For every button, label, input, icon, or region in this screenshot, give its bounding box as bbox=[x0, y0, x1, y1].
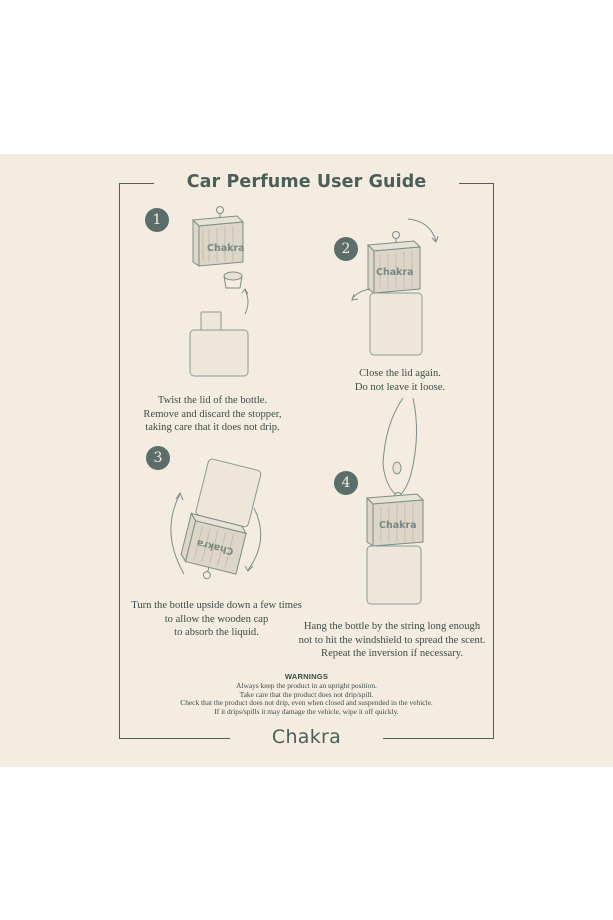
step-4-caption bbox=[292, 620, 492, 661]
step-3-illustration bbox=[160, 452, 275, 597]
step-2-caption bbox=[300, 367, 500, 394]
step-3-line-1: Turn the bottle upside down a few times bbox=[131, 600, 302, 611]
brand-logo: Chakra bbox=[271, 726, 342, 748]
step-4-line-1: Hang the bottle by the string long enough bbox=[303, 621, 481, 632]
step-1-illustration bbox=[185, 204, 265, 379]
step-3-badge: 3 bbox=[146, 446, 170, 470]
warnings-section bbox=[0, 672, 613, 717]
step-4-line-2: not to hit the windshield to spread the scent. bbox=[298, 634, 486, 646]
step-4-illustration bbox=[355, 394, 445, 609]
step-1-line-3: taking care that it does not drip. bbox=[145, 422, 280, 433]
guide-card bbox=[0, 154, 613, 767]
cube-logo-1: Chakra bbox=[207, 243, 245, 254]
step-1-caption bbox=[120, 394, 305, 435]
cube-logo-2: Chakra bbox=[376, 267, 414, 278]
step-3-line-2: to allow the wooden cap bbox=[164, 613, 269, 625]
step-4-badge: 4 bbox=[334, 471, 358, 495]
step-3-caption bbox=[120, 599, 313, 640]
step-1-line-2: Remove and discard the stopper, bbox=[143, 408, 282, 420]
warning-line: If it drips/spills it may damage the vehicle, wipe it off quickly. bbox=[214, 707, 399, 717]
step-3-line-3: to absorb the liquid. bbox=[174, 627, 259, 638]
warning-line: Always keep the product in an upright position. bbox=[236, 681, 377, 690]
step-4-line-3: Repeat the inversion if necessary. bbox=[321, 648, 463, 659]
page-title: Car Perfume User Guide bbox=[186, 172, 427, 192]
warning-line: Check that the product does not drip, even when closed and suspended in the vehicle. bbox=[180, 698, 433, 708]
step-2-illustration bbox=[348, 209, 448, 359]
step-2-line-1: Close the lid again. bbox=[359, 368, 441, 379]
step-2-line-2: Do not leave it loose. bbox=[354, 381, 446, 393]
cube-logo-3: Chakra bbox=[195, 536, 235, 557]
step-1-line-1: Twist the lid of the bottle. bbox=[157, 395, 268, 406]
warning-line: Take care that the product does not drip/spill. bbox=[239, 689, 374, 699]
frame-right bbox=[493, 183, 494, 739]
warnings-title: WARNINGS bbox=[284, 672, 329, 681]
frame-left bbox=[119, 183, 120, 739]
cube-logo-4: Chakra bbox=[379, 520, 417, 531]
step-2-badge: 2 bbox=[334, 237, 358, 261]
step-1-badge: 1 bbox=[145, 208, 169, 232]
